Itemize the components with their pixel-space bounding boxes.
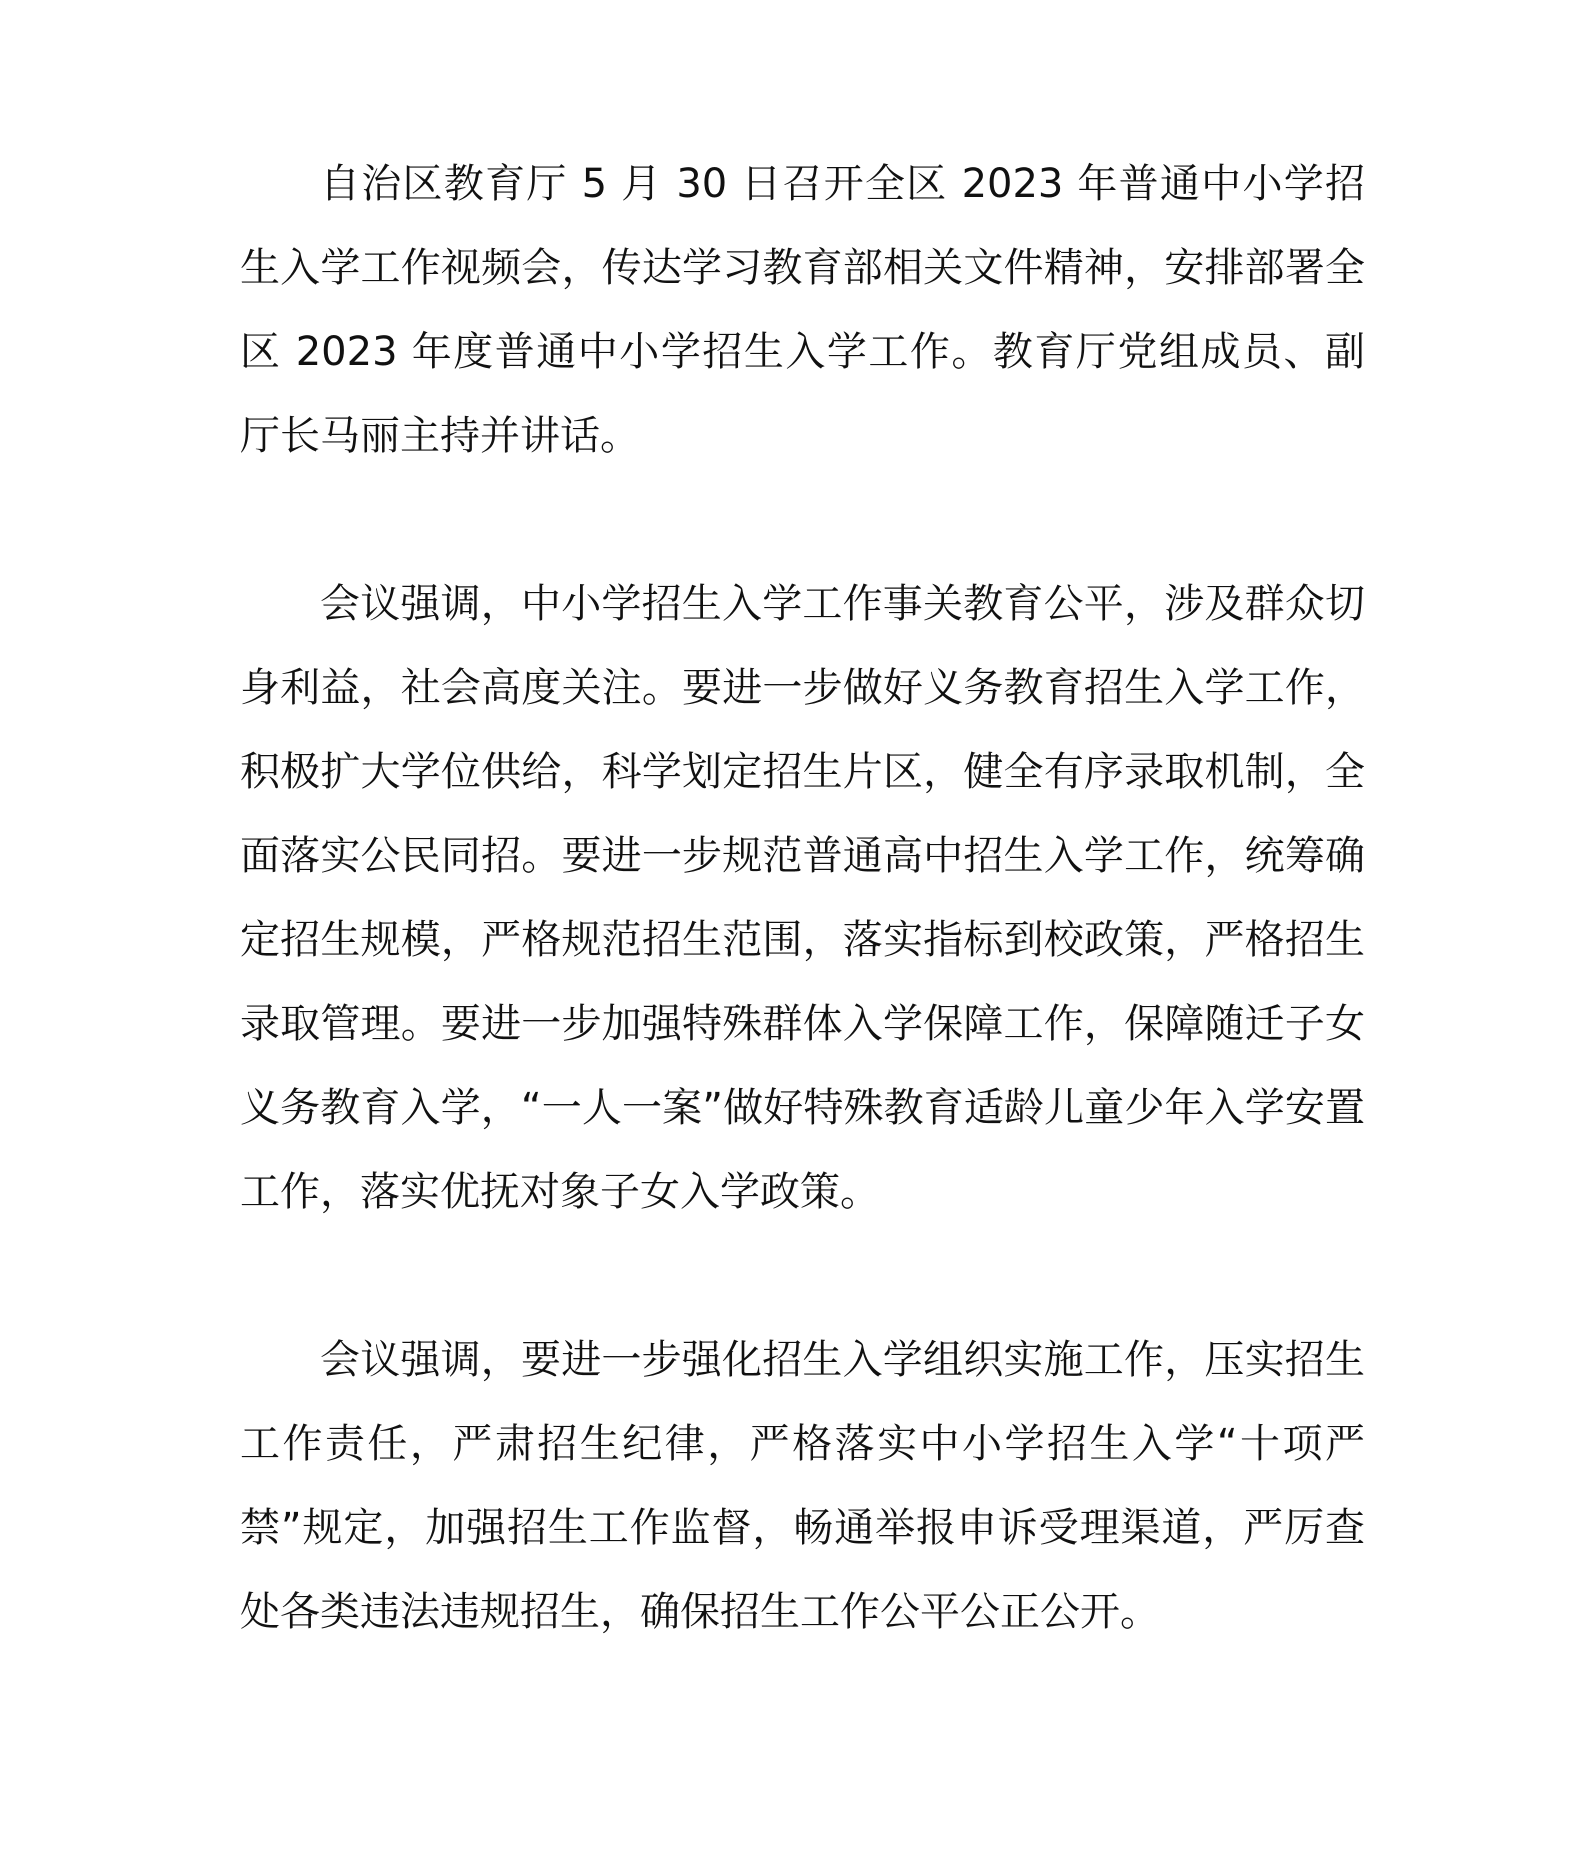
paragraph-enrollment-discipline: 会议强调，要进一步强化招生入学组织实施工作，压实招生工作责任，严肃招生纪律，严格落实中小学招生入学“十项严禁”规定，加强招生工作监督，畅通举报申诉受理渠道，严厉查处各类违法违规招生，确保招生工作公平公正公开。 — [240, 1337, 1365, 1635]
paragraph-meeting-intro: 自治区教育厅 5 月 30 日召开全区 2023 年普通中小学招生入学工作视频会，传达学习教育部相关文件精神，安排部署全区 2023 年度普通中小学招生入学工作。教育厅党组成员、副厅长马丽主持并讲话。 — [240, 161, 1365, 459]
paragraph-enrollment-requirements: 会议强调，中小学招生入学工作事关教育公平，涉及群众切身利益，社会高度关注。要进一步做好义务教育招生入学工作，积极扩大学位供给，科学划定招生片区，健全有序录取机制，全面落实公民同招。要进一步规范普通高中招生入学工作，统筹确定招生规模，严格规范招生范围，落实指标到校政策，严格招生录取管理。要进一步加强特殊群体入学保障工作，保障随迁子女义务教育入学，“一人一案”做好特殊教育适龄儿童少年入学安置工作，落实优抚对象子女入学政策。 — [240, 581, 1365, 1215]
document-body — [240, 142, 1365, 1654]
